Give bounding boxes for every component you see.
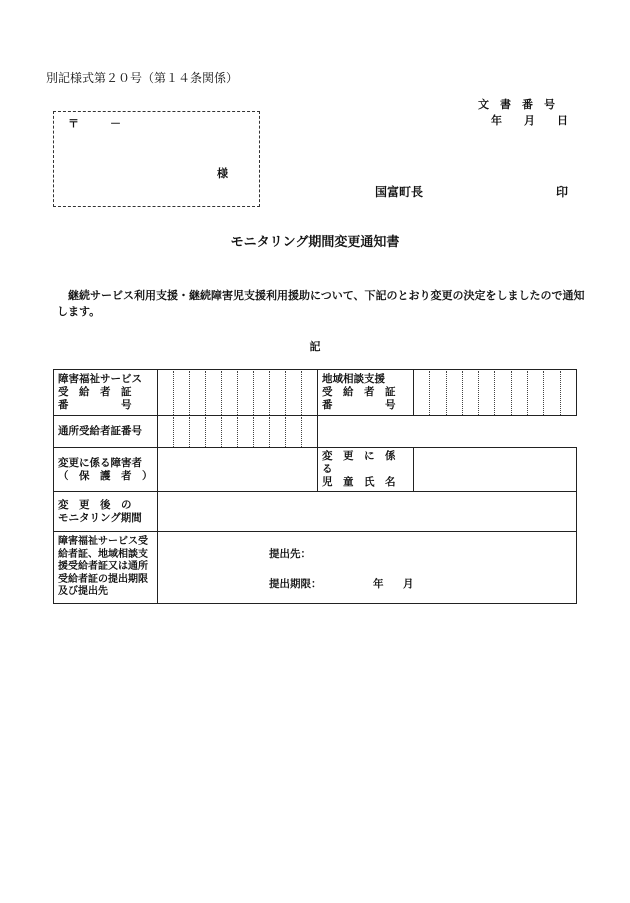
regional-certificate-label (318, 370, 414, 416)
postal-dash: － (110, 117, 121, 130)
guardian-value (158, 448, 318, 492)
notice-table (53, 369, 577, 604)
label-line: （ 保 護 者 ） (58, 469, 153, 482)
child-name-value (414, 448, 577, 492)
new-monitoring-period-value (158, 492, 577, 532)
label-line: 障害福祉サービス (58, 373, 142, 385)
issuer-name: 国富町長 (375, 185, 424, 199)
postal-mark: 〒 (68, 117, 79, 130)
table-row (54, 416, 577, 448)
form-label: 別記様式第２０号（第１４条関係） (46, 71, 239, 85)
empty-cell (318, 416, 577, 448)
label-line: モニタリング期間 (58, 511, 142, 524)
ki-heading: 記 (309, 340, 321, 353)
deadline-year: 年 (373, 578, 384, 590)
document-number-label: 文 書 番 号 (478, 98, 555, 111)
body-text: 継続サービス利用支援・継続障害児支援利用援助について、下記のとおり変更の決定をしましたので通知します。 (57, 289, 585, 318)
table-row (54, 532, 577, 604)
date-label: 年 月 日 (491, 114, 568, 127)
guardian-label (54, 448, 158, 492)
label-line: 受 給 者 証 (322, 386, 396, 398)
table-row (54, 492, 577, 532)
day-service-certificate-label: 通所受給者証番号 (54, 416, 158, 448)
welfare-certificate-label (54, 370, 158, 416)
document-title: モニタリング期間変更通知書 (230, 235, 400, 250)
label-line: 受給者証の提出期限 (58, 573, 148, 585)
label-line: 給者証、地域相談支 (58, 548, 148, 560)
new-monitoring-period-label (54, 492, 158, 532)
label-line: 変 更 後 の (58, 498, 132, 511)
submit-to-label: 提出先： (269, 548, 311, 560)
table-row (54, 370, 577, 416)
regional-certificate-number-cells (414, 370, 577, 416)
honorific: 様 (217, 167, 228, 180)
label-line: 変 更 に 係 る (322, 450, 406, 475)
label-line: 地域相談支援 (322, 373, 385, 385)
welfare-certificate-number-cells (158, 370, 318, 416)
submission-label (54, 532, 158, 604)
child-name-label (318, 448, 414, 492)
seal-mark: 印 (556, 185, 569, 199)
deadline-month: 月 (403, 578, 414, 590)
label-line: 及び提出先 (58, 586, 108, 598)
label-line: 障害福祉サービス受 (58, 536, 148, 548)
address-box (53, 111, 260, 207)
submission-value (158, 532, 577, 604)
table-row (54, 448, 577, 492)
label-line: 援受給者証又は通所 (58, 561, 148, 573)
day-service-certificate-number-cells (158, 416, 318, 448)
label-line: 変更に係る障害者 (58, 456, 142, 469)
label-line: 児 童 氏 名 (322, 476, 396, 488)
label-line: 番 号 (58, 399, 132, 411)
label-line: 番 号 (322, 399, 396, 411)
label-line: 受 給 者 証 (58, 386, 132, 398)
deadline-label: 提出期限： (269, 578, 322, 590)
